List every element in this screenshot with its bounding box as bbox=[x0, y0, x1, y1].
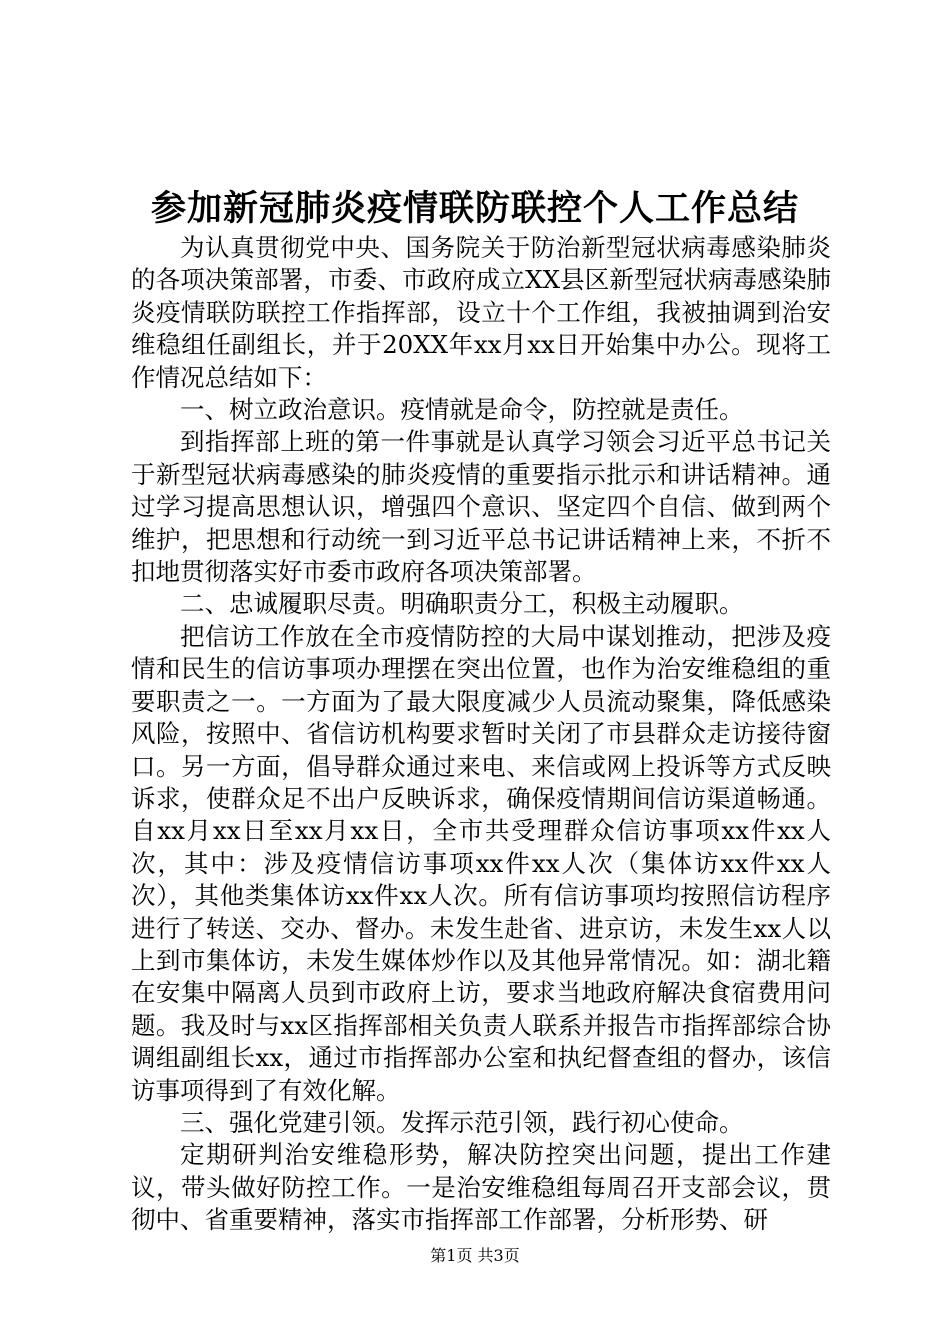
section-heading-3: 三、强化党建引领。发挥示范引领，践行初心使命。 bbox=[180, 1107, 744, 1137]
page-total: 共3页 bbox=[477, 1246, 520, 1265]
section-heading-2: 二、忠诚履职尽责。明确职责分工，积极主动履职。 bbox=[180, 589, 744, 619]
section-body-3: 定期研判治安维稳形势，解决防控突出问题，提出工作建议，带头做好防控工作。一是治安维稳组每周召开支部会议，贯彻中、省重要精神，落实市指挥部工作部署，分析形势、研 bbox=[131, 1140, 831, 1235]
page-number: 第1页 bbox=[430, 1246, 473, 1265]
section-body-1: 到指挥部上班的第一件事就是认真学习领会习近平总书记关于新型冠状病毒感染的肺炎疫情的重要指示批示和讲话精神。通过学习提高思想认识，增强四个意识、坚定四个自信、做到两个维护，把思想和行动统一到习近平总书记讲话精神上来，不折不扣地贯彻落实好市委市政府各项决策部署。 bbox=[131, 427, 831, 587]
document-title: 参加新冠肺炎疫情联防联控个人工作总结 bbox=[150, 188, 799, 229]
document-body bbox=[131, 232, 831, 1237]
section-heading-1: 一、树立政治意识。疫情就是命令，防控就是责任。 bbox=[180, 395, 744, 425]
section-body-2: 把信访工作放在全市疫情防控的大局中谋划推动，把涉及疫情和民生的信访事项办理摆在突出位置，也作为治安维稳组的重要职责之一。一方面为了最大限度减少人员流动聚集，降低感染风险，按照中、省信访机构要求暂时关闭了市县群众走访接待窗口。另一方面，倡导群众通过来电、来信或网上投诉等方式反映诉求，使群众足不出户反映诉求，确保疫情期间信访渠道畅通。自xx月xx日至xx月xx日，全市共受理群众信访事项xx件xx人次，其中：涉及疫情信访事项xx件xx人次（集体访xx件xx人次），其他类集体访xx件xx人次。所有信访事项均按照信访程序进行了转送、交办、督办。未发生赴省、进京访，未发生xx人以上到市集体访，未发生媒体炒作以及其他异常情况。如：湖北籍在安集中隔离人员到市政府上访，要求当地政府解决食宿费用问题。我及时与xx区指挥部相关负责人联系并报告市指挥部综合协调组副组长xx，通过市指挥部办公室和执纪督查组的督办，该信访事项得到了有效化解。 bbox=[131, 621, 831, 1105]
page-footer bbox=[0, 1245, 950, 1267]
intro-paragraph: 为认真贯彻党中央、国务院关于防治新型冠状病毒感染肺炎的各项决策部署，市委、市政府成立XX县区新型冠状病毒感染肺炎疫情联防联控工作指挥部，设立十个工作组，我被抽调到治安维稳组任副组长，并于20XX年xx月xx日开始集中办公。现将工作情况总结如下： bbox=[131, 233, 831, 392]
